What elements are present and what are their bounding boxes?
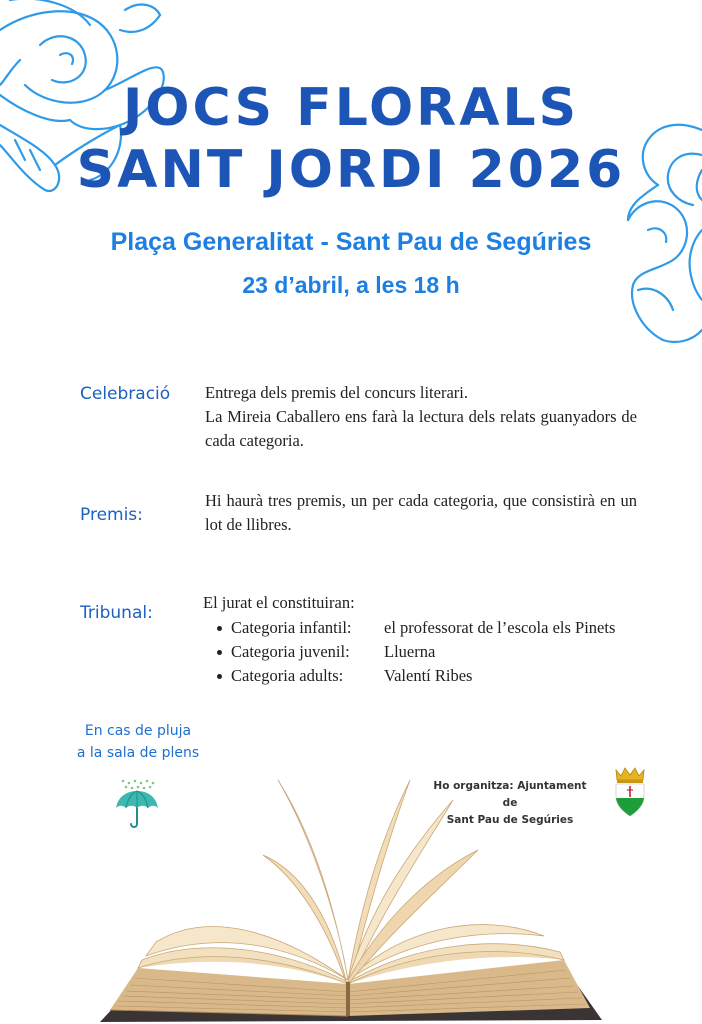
- jury-category: Categoria juvenil:: [231, 642, 350, 661]
- rain-notice: [60, 720, 216, 764]
- organizer-line1: Ho organitza: Ajuntament de: [433, 780, 587, 809]
- jury-category: Categoria adults:: [231, 666, 344, 685]
- celebracio-line2: La Mireia Caballero ens farà la lectura dels relats guanyadors de cada categoria.: [205, 407, 637, 450]
- jury-member: Lluerna: [384, 642, 436, 661]
- tribunal-intro: El jurat el constituiran:: [203, 593, 355, 612]
- celebracio-line1: Entrega dels premis del concurs literari.: [205, 383, 468, 402]
- coat-of-arms-icon: [612, 766, 648, 818]
- jury-category: Categoria infantil:: [231, 618, 352, 637]
- venue: Plaça Generalitat - Sant Pau de Segúries: [110, 228, 592, 256]
- section-text-celebracio: [205, 381, 637, 453]
- section-label-tribunal: Tribunal:: [80, 603, 153, 623]
- page-title-line2: SANT JORDI 2026: [76, 140, 626, 200]
- section-text-premis: Hi haurà tres premis, un per cada categoria, que consistirà en un lot de llibres.: [205, 491, 637, 534]
- jury-list: [217, 616, 615, 688]
- open-book-illustration: [98, 760, 604, 1024]
- list-item: [217, 664, 615, 688]
- list-item: [217, 616, 615, 640]
- event-date: 23 d’abril, a les 18 h: [242, 272, 460, 298]
- organizer-line2: Sant Pau de Segúries: [446, 814, 574, 826]
- section-label-celebracio: Celebració: [80, 384, 171, 404]
- page-title-line1: JOCS FLORALS: [122, 78, 580, 138]
- rain-notice-line1: En cas de pluja: [84, 723, 192, 739]
- jury-member: el professorat de l’escola els Pinets: [384, 618, 616, 637]
- section-label-premis: Premis:: [80, 505, 143, 525]
- jury-member: Valentí Ribes: [384, 666, 473, 685]
- list-item: [217, 640, 615, 664]
- rain-notice-line2: a la sala de plens: [76, 745, 200, 761]
